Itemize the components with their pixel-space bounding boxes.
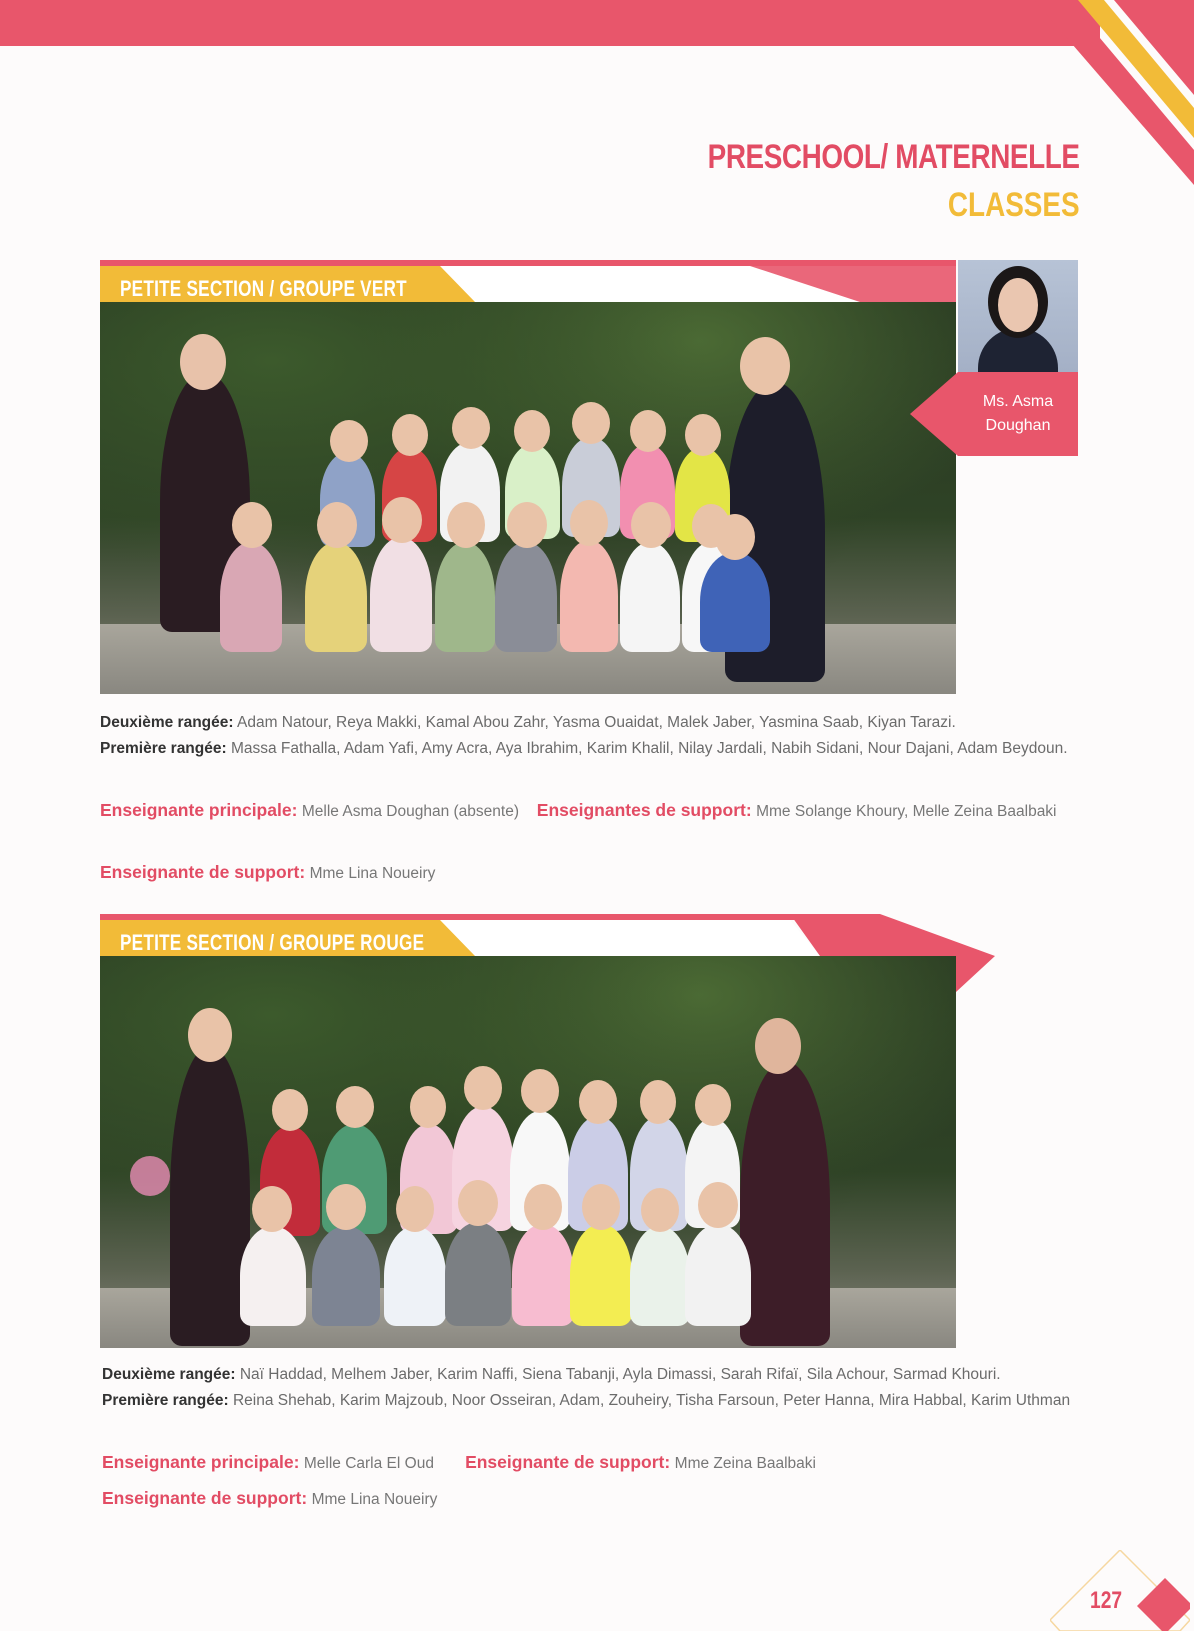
section-groupe-vert [100,260,1080,700]
principal-name: Melle Asma Doughan (absente) [301,803,519,820]
row1-label: Première rangée: [102,1392,229,1409]
class-photo [100,956,956,1348]
support-name-2: Mme Lina Noueiry [311,1491,438,1508]
section2-support-line [102,1484,437,1514]
principal-label: Enseignante principale: [100,800,298,820]
support-label: Enseignante de support: [100,862,306,882]
top-banner [0,0,1100,46]
row2-names: Adam Natour, Reya Makki, Kamal Abou Zahr, Yasma Ouaidat, Malek Jaber, Yasmina Saab, Kiyan Tarazi. [236,714,956,731]
teacher-portrait [958,260,1078,372]
principal-label: Enseignante principale: [102,1452,300,1472]
class-photo [100,302,956,694]
principal-name: Melle Carla El Oud [303,1455,434,1472]
section2-teachers [102,1448,1082,1478]
supports-names: Mme Solange Khoury, Melle Zeina Baalbaki [756,803,1057,820]
row2-line [102,1362,1082,1388]
page-number: 127 [1089,1587,1122,1614]
row1-names: Massa Fathalla, Adam Yafi, Amy Acra, Aya Ibrahim, Karim Khalil, Nilay Jardali, Nabih Sidani, Nour Dajani, Adam Beydoun. [230,740,1068,757]
row2-label: Deuxième rangée: [102,1366,236,1383]
row1-line [100,736,1080,762]
row2-line [100,710,1080,736]
support-name: Mme Zeina Baalbaki [674,1455,816,1472]
section-groupe-rouge [100,914,1000,1354]
supports-label: Enseignantes de support: [536,800,752,820]
page-title: PRESCHOOL/ MATERNELLE [708,138,1080,176]
support-name: Mme Lina Noueiry [309,865,436,882]
row1-line [102,1388,1082,1414]
teacher-name-line2: Doughan [985,417,1051,434]
row1-label: Première rangée: [100,740,227,757]
section-label: PETITE SECTION / GROUPE ROUGE [120,930,425,955]
section1-support-line [100,858,435,888]
section-label: PETITE SECTION / GROUPE VERT [120,276,407,301]
page-subtitle: CLASSES [948,186,1080,224]
section2-captions [102,1362,1082,1414]
teacher-name-card [958,372,1078,456]
row1-names: Reina Shehab, Karim Majzoub, Noor Osseiran, Adam, Zouheiry, Tisha Farsoun, Peter Hanna, Mira Habbal, Karim Uthman [232,1392,1071,1409]
row2-names: Naï Haddad, Melhem Jaber, Karim Naffi, Siena Tabanji, Ayla Dimassi, Sarah Rifaï, Sila Achour, Sarmad Khouri. [239,1366,1001,1383]
support-label-2: Enseignante de support: [102,1488,308,1508]
section1-teachers [100,796,1080,826]
section1-captions [100,710,1080,762]
support-label: Enseignante de support: [465,1452,671,1472]
teacher-name-line1: Ms. Asma [982,393,1054,410]
row2-label: Deuxième rangée: [100,714,234,731]
